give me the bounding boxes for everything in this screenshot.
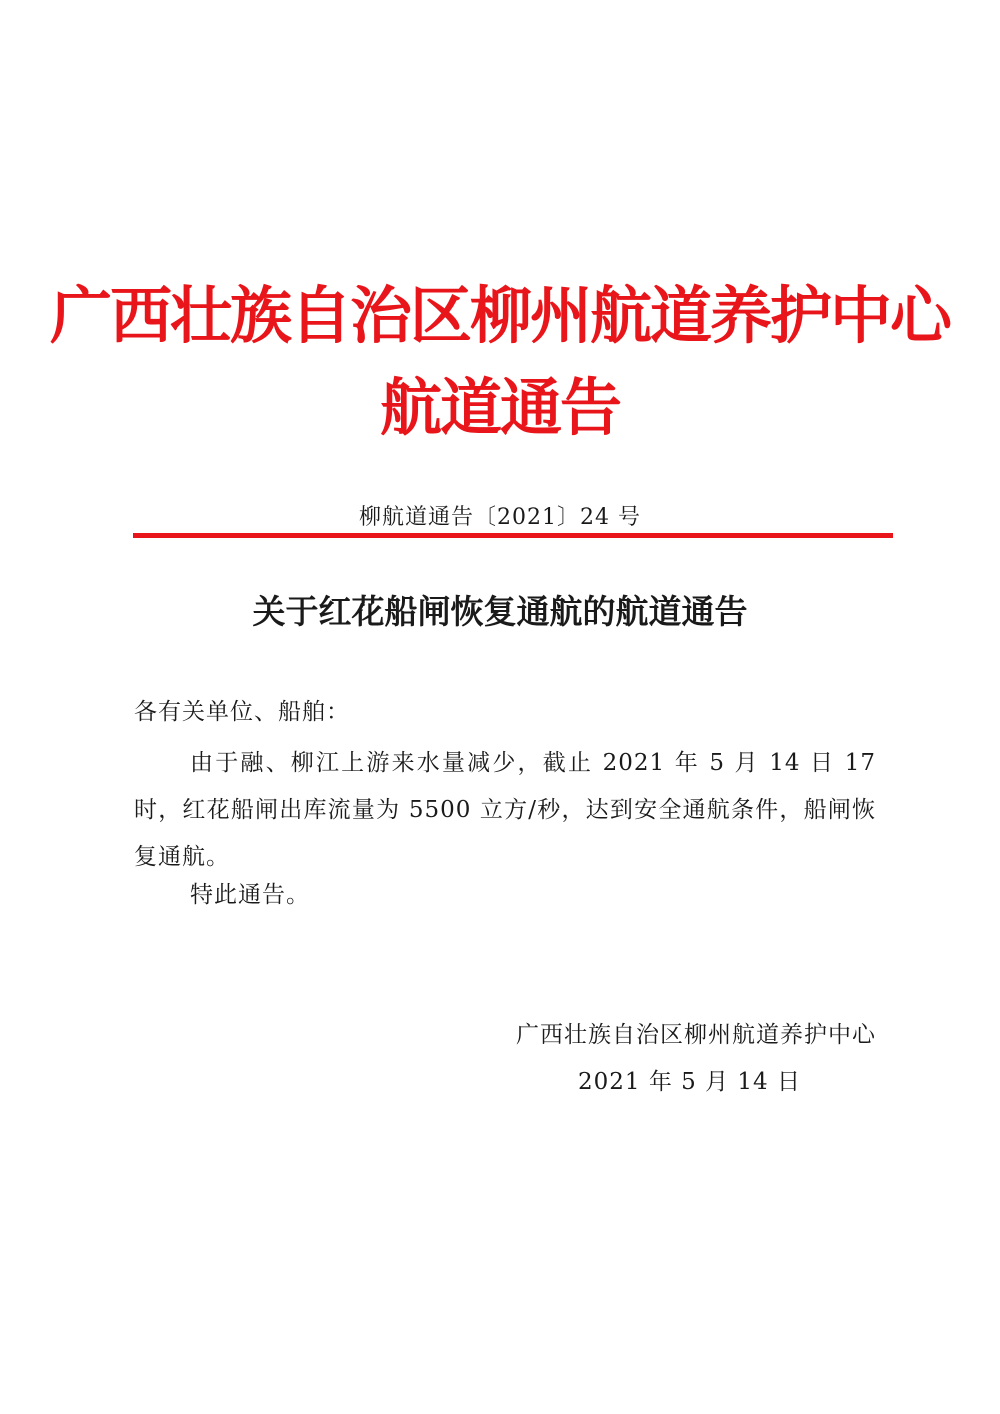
closing-remark: 特此通告。 (190, 882, 310, 908)
notice-body: 由于融、柳江上游来水量减少，截止 2021 年 5 月 14 日 17 时，红花船闸出库流量为 5500 立方/秒，达到安全通航条件，船闸恢复通航。 (134, 750, 876, 870)
document-number: 柳航道通告〔2021〕24 号 (359, 505, 641, 530)
red-divider-line (133, 533, 893, 538)
salutation: 各有关单位、船舶： (134, 699, 350, 725)
signature-organization: 广西壮族自治区柳州航道养护中心 (516, 1022, 876, 1048)
document-type-header: 航道通告 (379, 371, 620, 444)
notice-title: 关于红花船闸恢复通航的航道通告 (252, 592, 748, 631)
signature-date: 2021 年 5 月 14 日 (578, 1069, 801, 1095)
issuing-organization-header: 广西壮族自治区柳州航道养护中心 (49, 279, 950, 352)
